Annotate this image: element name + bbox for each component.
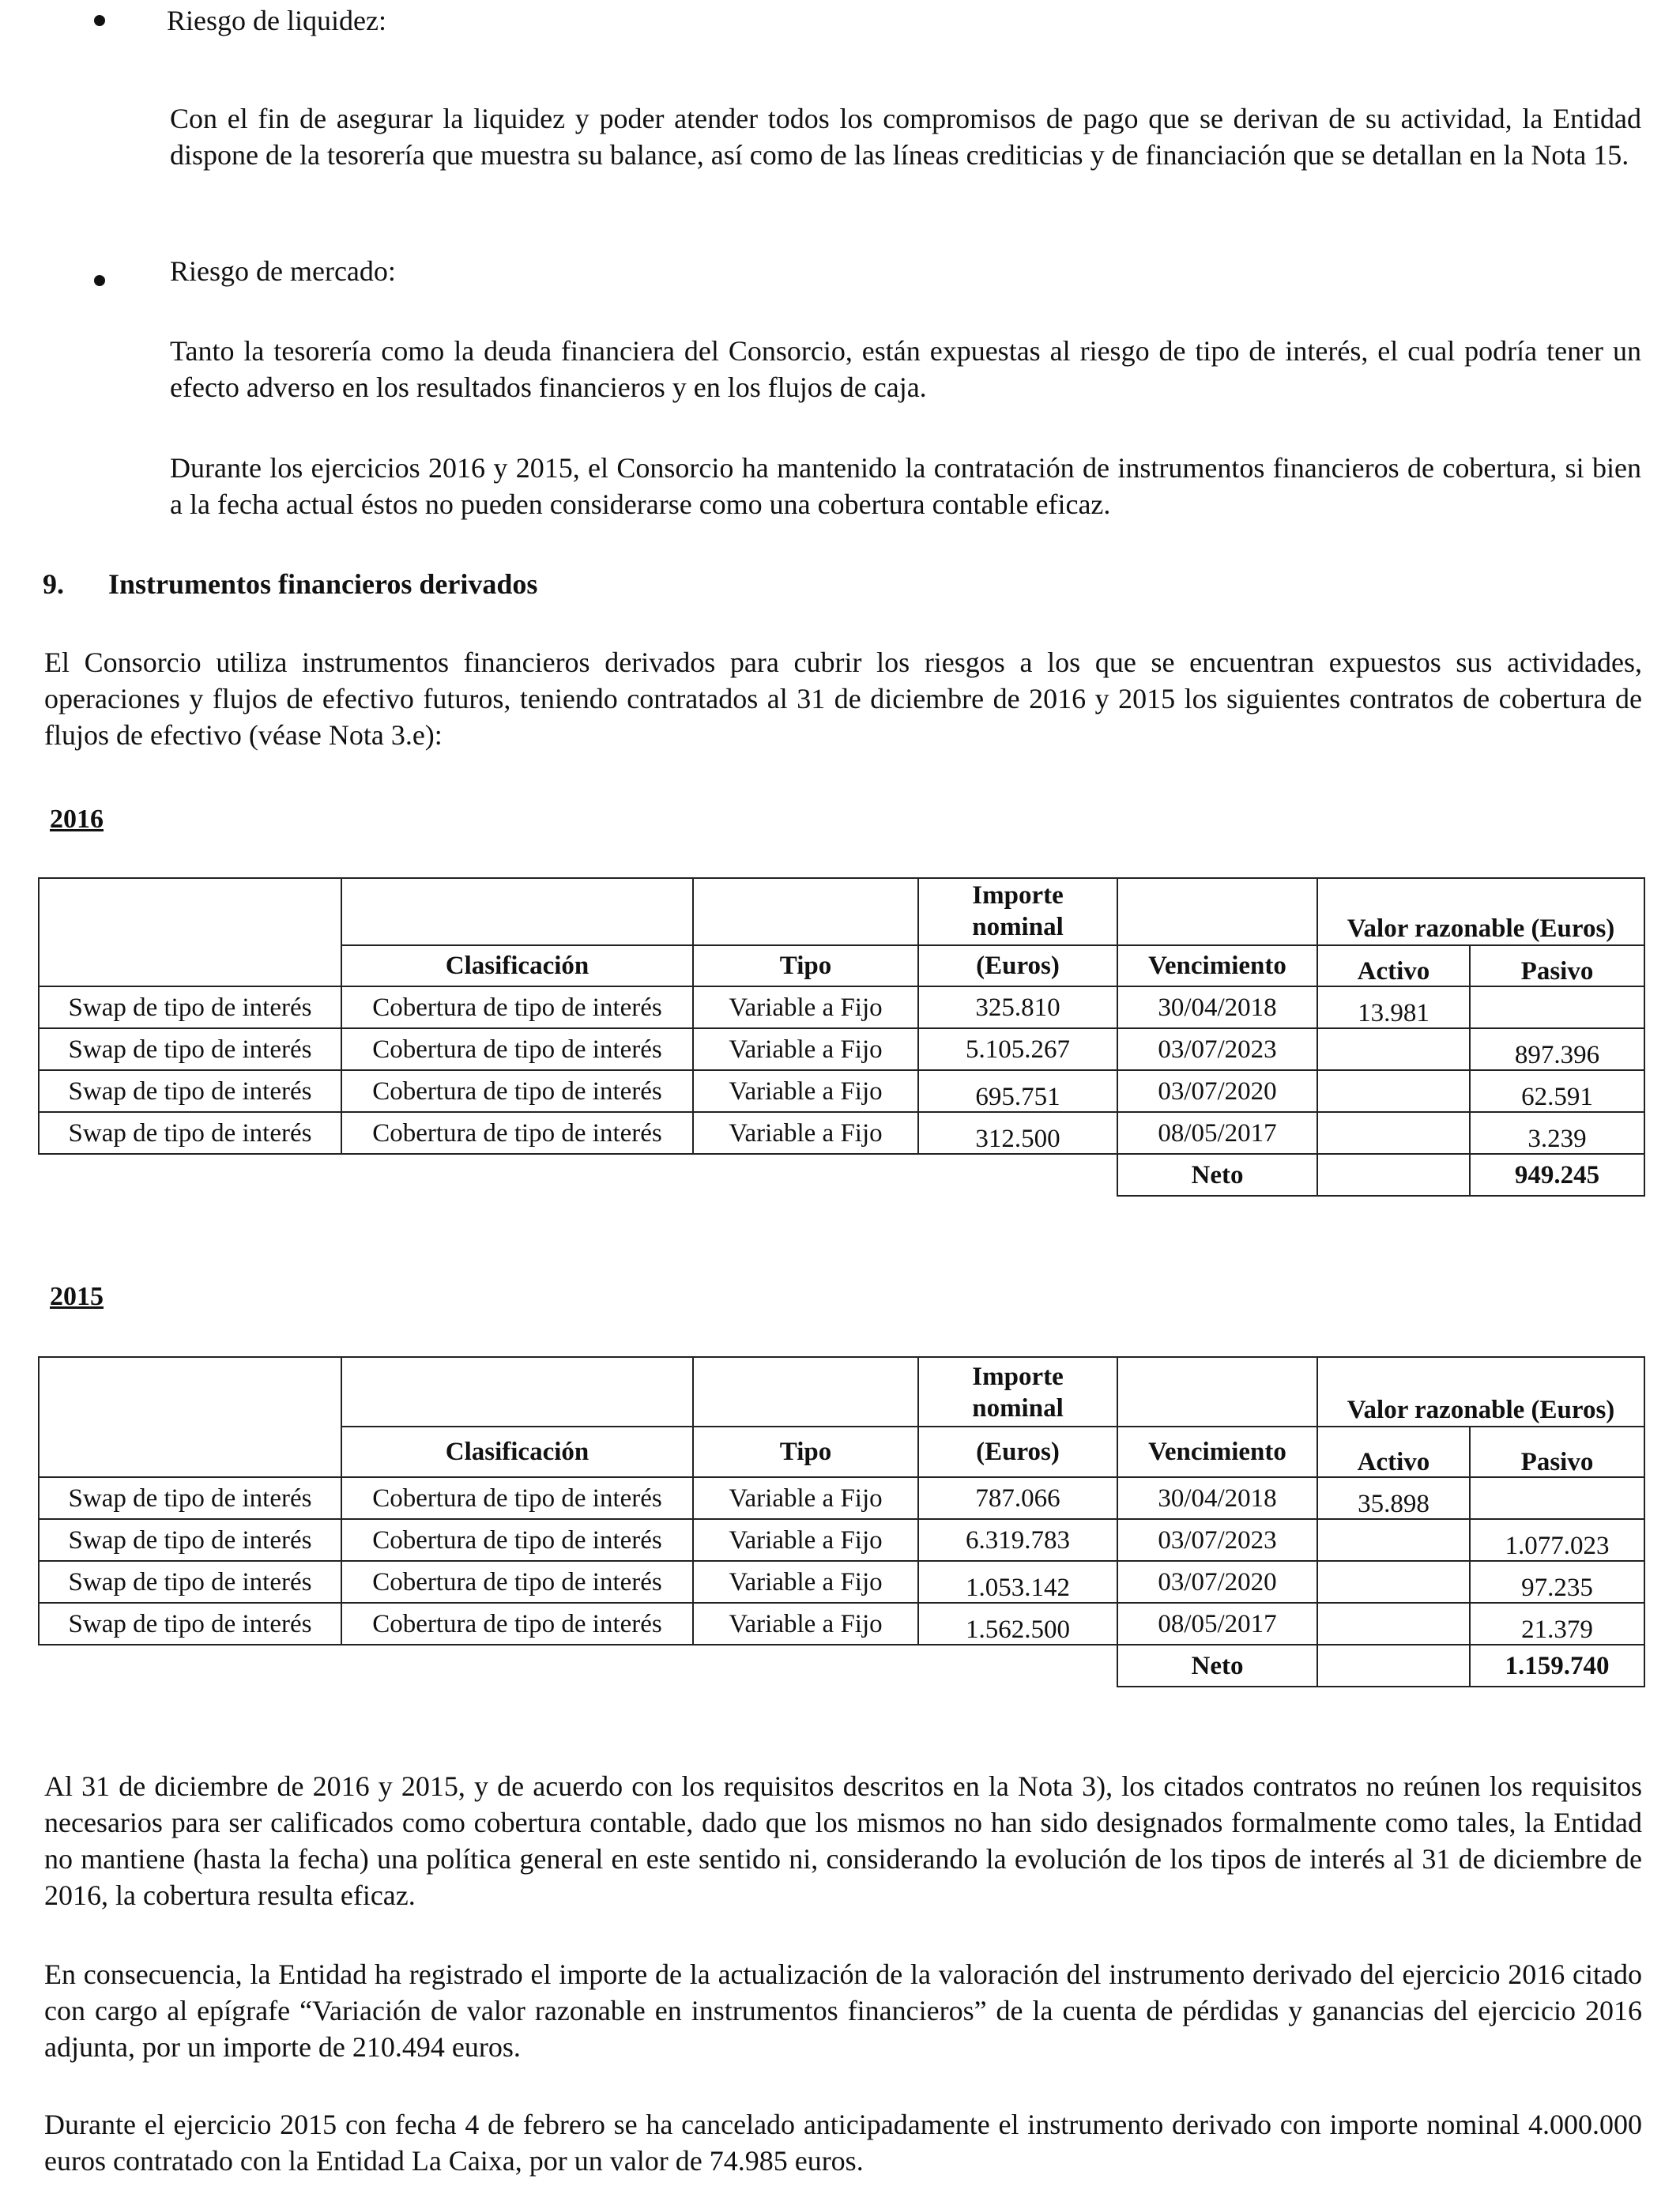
cell-instrumento: Swap de tipo de interés (39, 1112, 341, 1154)
neto-label: Neto (1117, 1154, 1317, 1196)
cell-importe: 787.066 (918, 1477, 1117, 1519)
header-valor-razonable: Valor razonable (Euros) (1317, 878, 1644, 945)
cell-importe: 325.810 (918, 986, 1117, 1028)
empty-cell (39, 1645, 341, 1687)
header-empty (693, 878, 918, 945)
header-row-top (39, 1357, 1644, 1427)
cell-instrumento: Swap de tipo de interés (39, 1561, 341, 1603)
bullet-label-liquidez: Riesgo de liquidez: (167, 5, 386, 36)
table-row (39, 1561, 1644, 1603)
section-intro: El Consorcio utiliza instrumentos financieros derivados para cubrir los riesgos a los que se encuentran expuestos sus actividades, operaciones y flujos de efectivo futuros, teniendo contratados al 31 de diciembre de 2016 y 2015 los siguientes contratos de cobertura de flujos de efectivo (véase Nota 3.e): (44, 647, 1642, 751)
cell-activo (1317, 1603, 1470, 1645)
cell-activo: 13.981 (1317, 986, 1470, 1028)
header-importe-unit: (Euros) (918, 1427, 1117, 1477)
header-importe-line2: nominal (972, 1394, 1064, 1423)
table-row (39, 1603, 1644, 1645)
cell-clasificacion: Cobertura de tipo de interés (341, 1603, 693, 1645)
cell-instrumento: Swap de tipo de interés (39, 1519, 341, 1561)
table-row (39, 1477, 1644, 1519)
cell-instrumento: Swap de tipo de interés (39, 986, 341, 1028)
cell-vencimiento: 03/07/2020 (1117, 1070, 1317, 1112)
bullet-label-mercado: Riesgo de mercado: (170, 255, 396, 287)
header-tipo: Tipo (693, 945, 918, 986)
header-vencimiento: Vencimiento (1117, 945, 1317, 986)
cell-vencimiento: 30/04/2018 (1117, 986, 1317, 1028)
cell-importe: 312.500 (918, 1112, 1117, 1154)
empty-cell (693, 1645, 918, 1687)
total-row (39, 1645, 1644, 1687)
header-row-bottom (39, 945, 1644, 986)
closing-paragraph-1: Al 31 de diciembre de 2016 y 2015, y de acuerdo con los requisitos descritos en la Nota 3), los citados contratos no reúnen los requisitos necesarios para ser calificados como cobertura contable, dado que los mismos no han sido designados formalmente como tales, la Entidad no mantiene (hasta la fecha) una política general en este sentido ni, considerando la evolución de los tipos de interés al 31 de diciembre de 2016, la cobertura resulta eficaz. (44, 1770, 1642, 1911)
cell-tipo: Variable a Fijo (693, 1028, 918, 1070)
cell-tipo: Variable a Fijo (693, 1603, 918, 1645)
cell-pasivo: 97.235 (1470, 1561, 1644, 1603)
cell-tipo: Variable a Fijo (693, 1070, 918, 1112)
table-row (39, 1070, 1644, 1112)
cell-importe: 695.751 (918, 1070, 1117, 1112)
header-pasivo: Pasivo (1470, 945, 1644, 986)
paragraph-mercado-1: Tanto la tesorería como la deuda financiera del Consorcio, están expuestas al riesgo de tipo de interés, el cual podría tener un efecto adverso en los resultados financieros y en los flujos de caja. (170, 335, 1641, 403)
cell-clasificacion: Cobertura de tipo de interés (341, 1519, 693, 1561)
cell-vencimiento: 03/07/2023 (1117, 1519, 1317, 1561)
cell-activo (1317, 1519, 1470, 1561)
table-row (39, 1112, 1644, 1154)
cell-importe: 1.562.500 (918, 1603, 1117, 1645)
header-activo: Activo (1317, 1427, 1470, 1477)
empty-cell (341, 1645, 693, 1687)
neto-value: 949.245 (1470, 1154, 1644, 1196)
table-row (39, 1028, 1644, 1070)
cell-instrumento: Swap de tipo de interés (39, 1070, 341, 1112)
empty-cell (693, 1154, 918, 1196)
cell-vencimiento: 30/04/2018 (1117, 1477, 1317, 1519)
neto-label: Neto (1117, 1645, 1317, 1687)
cell-activo: 35.898 (1317, 1477, 1470, 1519)
header-importe (918, 1357, 1117, 1427)
header-importe (918, 878, 1117, 945)
header-importe-line1: Importe (972, 881, 1064, 910)
cell-vencimiento: 08/05/2017 (1117, 1603, 1317, 1645)
cell-clasificacion: Cobertura de tipo de interés (341, 1112, 693, 1154)
cell-tipo: Variable a Fijo (693, 1112, 918, 1154)
header-empty (1117, 878, 1317, 945)
cell-importe: 6.319.783 (918, 1519, 1117, 1561)
empty-cell (918, 1154, 1117, 1196)
cell-pasivo: 897.396 (1470, 1028, 1644, 1070)
cell-vencimiento: 03/07/2020 (1117, 1561, 1317, 1603)
cell-importe: 5.105.267 (918, 1028, 1117, 1070)
header-tipo: Tipo (693, 1427, 918, 1477)
header-empty (341, 878, 693, 945)
header-empty (39, 945, 341, 986)
header-row-top (39, 878, 1644, 945)
cell-instrumento: Swap de tipo de interés (39, 1603, 341, 1645)
cell-clasificacion: Cobertura de tipo de interés (341, 986, 693, 1028)
cell-pasivo: 62.591 (1470, 1070, 1644, 1112)
cell-pasivo (1470, 1477, 1644, 1519)
derivatives-table-2016 (38, 877, 1645, 1197)
cell-vencimiento: 03/07/2023 (1117, 1028, 1317, 1070)
header-empty (39, 878, 341, 945)
closing-paragraph-3: Durante el ejercicio 2015 con fecha 4 de febrero se ha cancelado anticipadamente el instrumento derivado con importe nominal 4.000.000 euros contratado con la Entidad La Caixa, por un valor de 74.985 euros. (44, 2109, 1642, 2177)
year-heading-2016: 2016 (50, 805, 104, 834)
header-row-bottom (39, 1427, 1644, 1477)
header-clasificacion: Clasificación (341, 1427, 693, 1477)
section-number: 9. (43, 568, 64, 600)
neto-activo-empty (1317, 1645, 1470, 1687)
header-clasificacion: Clasificación (341, 945, 693, 986)
year-heading-2015: 2015 (50, 1282, 104, 1311)
cell-clasificacion: Cobertura de tipo de interés (341, 1477, 693, 1519)
cell-clasificacion: Cobertura de tipo de interés (341, 1028, 693, 1070)
cell-instrumento: Swap de tipo de interés (39, 1477, 341, 1519)
paragraph-mercado-2: Durante los ejercicios 2016 y 2015, el Consorcio ha mantenido la contratación de instrumentos financieros de cobertura, si bien a la fecha actual éstos no pueden considerarse como una cobertura contable eficaz. (170, 452, 1641, 520)
cell-activo (1317, 1112, 1470, 1154)
header-vencimiento: Vencimiento (1117, 1427, 1317, 1477)
cell-activo (1317, 1028, 1470, 1070)
header-valor-razonable: Valor razonable (Euros) (1317, 1357, 1644, 1427)
cell-tipo: Variable a Fijo (693, 1561, 918, 1603)
cell-importe: 1.053.142 (918, 1561, 1117, 1603)
table-row (39, 986, 1644, 1028)
cell-tipo: Variable a Fijo (693, 1519, 918, 1561)
header-importe-unit: (Euros) (918, 945, 1117, 986)
cell-tipo: Variable a Fijo (693, 1477, 918, 1519)
cell-activo (1317, 1561, 1470, 1603)
bullet-dot (94, 275, 105, 286)
cell-pasivo: 1.077.023 (1470, 1519, 1644, 1561)
header-empty (341, 1357, 693, 1427)
table-row (39, 1519, 1644, 1561)
cell-vencimiento: 08/05/2017 (1117, 1112, 1317, 1154)
cell-pasivo (1470, 986, 1644, 1028)
header-pasivo: Pasivo (1470, 1427, 1644, 1477)
neto-activo-empty (1317, 1154, 1470, 1196)
empty-cell (918, 1645, 1117, 1687)
cell-clasificacion: Cobertura de tipo de interés (341, 1561, 693, 1603)
header-empty (1117, 1357, 1317, 1427)
cell-clasificacion: Cobertura de tipo de interés (341, 1070, 693, 1112)
header-empty (39, 1427, 341, 1477)
cell-pasivo: 21.379 (1470, 1603, 1644, 1645)
empty-cell (341, 1154, 693, 1196)
empty-cell (39, 1154, 341, 1196)
header-empty (693, 1357, 918, 1427)
derivatives-table-2015 (38, 1356, 1645, 1687)
header-importe-line2: nominal (972, 913, 1064, 941)
section-title: Instrumentos financieros derivados (108, 568, 538, 600)
neto-value: 1.159.740 (1470, 1645, 1644, 1687)
total-row (39, 1154, 1644, 1196)
header-empty (39, 1357, 341, 1427)
cell-activo (1317, 1070, 1470, 1112)
header-activo: Activo (1317, 945, 1470, 986)
header-importe-line1: Importe (972, 1363, 1064, 1391)
bullet-dot (94, 15, 105, 26)
cell-pasivo: 3.239 (1470, 1112, 1644, 1154)
closing-paragraph-2: En consecuencia, la Entidad ha registrado el importe de la actualización de la valoración del instrumento derivado del ejercicio 2016 citado con cargo al epígrafe “Variación de valor razonable en instrumentos financieros” de la cuenta de pérdidas y ganancias del ejercicio 2016 adjunta, por un importe de 210.494 euros. (44, 1958, 1642, 2063)
paragraph-liquidez: Con el fin de asegurar la liquidez y poder atender todos los compromisos de pago que se derivan de su actividad, la Entidad dispone de la tesorería que muestra su balance, así como de las líneas crediticias y de financiación que se detallan en la Nota 15. (170, 103, 1641, 171)
cell-tipo: Variable a Fijo (693, 986, 918, 1028)
cell-instrumento: Swap de tipo de interés (39, 1028, 341, 1070)
